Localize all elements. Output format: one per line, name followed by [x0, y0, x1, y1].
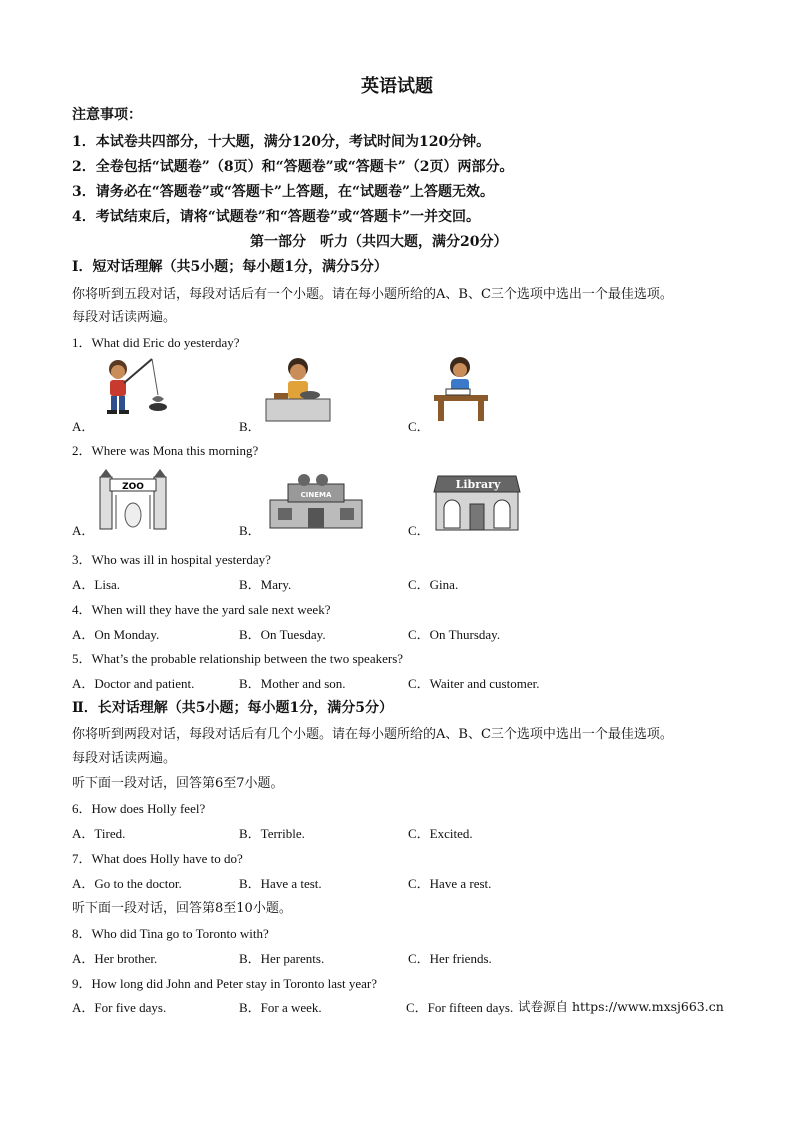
- zoo-sign-text: ZOO: [122, 482, 144, 492]
- section2-instruction-2: 每段对话读两遍。: [72, 751, 177, 766]
- question-7-stem: 7．What does Holly have to do?: [72, 851, 243, 866]
- section2-heading: Ⅱ．长对话理解（共5小题；每小题1分，满分5分）: [72, 700, 394, 716]
- question-1-option-c: C．: [408, 419, 430, 434]
- part1-heading: 第一部分 听力（共四大题，满分20分）: [250, 234, 508, 250]
- question-9-stem: 9．How long did John and Peter stay in Toronto last year?: [72, 976, 378, 991]
- question-9-option-a: A．For five days.: [72, 1000, 167, 1015]
- question-9-option-c: C．For fifteen days.: [406, 1000, 514, 1015]
- question-7-option-c: C．Have a rest.: [408, 876, 492, 891]
- note-item-1: 1．本试卷共四部分，十大题，满分120分，考试时间为120分钟。: [72, 134, 491, 150]
- question-5-option-c: C．Waiter and customer.: [408, 676, 540, 691]
- question-6-option-b: B．Terrible.: [239, 826, 305, 841]
- question-5-stem: 5．What’s the probable relationship between the two speakers?: [72, 651, 404, 666]
- question-8-stem: 8．Who did Tina go to Toronto with?: [72, 926, 269, 941]
- notes-heading: 注意事项：: [72, 107, 142, 123]
- question-8-option-c: C．Her friends.: [408, 951, 492, 966]
- question-1-option-a: A．: [72, 419, 95, 434]
- note-item-3: 3．请务必在“答题卷”或“答题卡”上答题，在“试题卷”上答题无效。: [72, 184, 495, 200]
- page-title: 英语试题: [361, 76, 433, 97]
- dialogue-2-lead: 听下面一段对话，回答第8至10小题。: [72, 901, 292, 916]
- question-4-stem: 4．When will they have the yard sale next week?: [72, 602, 331, 617]
- boy-studying-illustration: [430, 355, 492, 425]
- library-sign-text: Library: [455, 478, 501, 491]
- question-6-option-c: C．Excited.: [408, 826, 473, 841]
- section1-instruction: 你将听到五段对话，每段对话后有一个小题。请在每小题所给的A、B、C三个选项中选出一个最佳选项。: [72, 287, 673, 302]
- section1-heading: Ⅰ．短对话理解（共5小题；每小题1分，满分5分）: [72, 259, 388, 275]
- question-5-option-b: B．Mother and son.: [239, 676, 346, 691]
- question-6-stem: 6．How does Holly feel?: [72, 801, 206, 816]
- question-2-option-a: A．: [72, 523, 95, 538]
- question-9-option-b: B．For a week.: [239, 1000, 322, 1015]
- watermark-text: 试卷源自 https://www.mxsj663.cn: [518, 999, 724, 1014]
- library-building-illustration: [430, 470, 524, 532]
- note-item-4: 4．考试结束后，请将“试题卷”和“答题卷”或“答题卡”一并交回。: [72, 209, 481, 225]
- boy-fishing-illustration: [92, 355, 172, 423]
- question-3-option-c: C．Gina.: [408, 577, 459, 592]
- question-7-option-b: B．Have a test.: [239, 876, 322, 891]
- dialogue-1-lead: 听下面一段对话，回答第6至7小题。: [72, 776, 284, 791]
- question-1-option-b: B．: [239, 419, 261, 434]
- note-item-2: 2．全卷包括“试题卷”（8页）和“答题卷”或“答题卡”（2页）两部分。: [72, 159, 514, 175]
- question-6-option-a: A．Tired.: [72, 826, 126, 841]
- question-4-option-a: A．On Monday.: [72, 627, 160, 642]
- question-2-option-b: B．: [239, 523, 261, 538]
- question-7-option-a: A．Go to the doctor.: [72, 876, 182, 891]
- cinema-building-illustration: [268, 470, 364, 530]
- question-4-option-c: C．On Thursday.: [408, 627, 501, 642]
- question-3-option-a: A．Lisa.: [72, 577, 121, 592]
- section2-instruction: 你将听到两段对话，每段对话后有几个小题。请在每小题所给的A、B、C三个选项中选出一个最佳选项。: [72, 727, 673, 742]
- question-3-stem: 3．Who was ill in hospital yesterday?: [72, 552, 271, 567]
- question-2-stem: 2．Where was Mona this morning?: [72, 443, 259, 458]
- question-8-option-b: B．Her parents.: [239, 951, 325, 966]
- question-3-option-b: B．Mary.: [239, 577, 292, 592]
- section1-instruction-2: 每段对话读两遍。: [72, 310, 177, 325]
- question-8-option-a: A．Her brother.: [72, 951, 158, 966]
- zoo-gate-illustration: [96, 465, 170, 531]
- question-4-option-b: B．On Tuesday.: [239, 627, 326, 642]
- cinema-sign-text: CINEMA: [300, 491, 332, 499]
- boy-cooking-illustration: [264, 355, 332, 425]
- question-5-option-a: A．Doctor and patient.: [72, 676, 195, 691]
- question-1-stem: 1．What did Eric do yesterday?: [72, 335, 240, 350]
- question-2-option-c: C．: [408, 523, 430, 538]
